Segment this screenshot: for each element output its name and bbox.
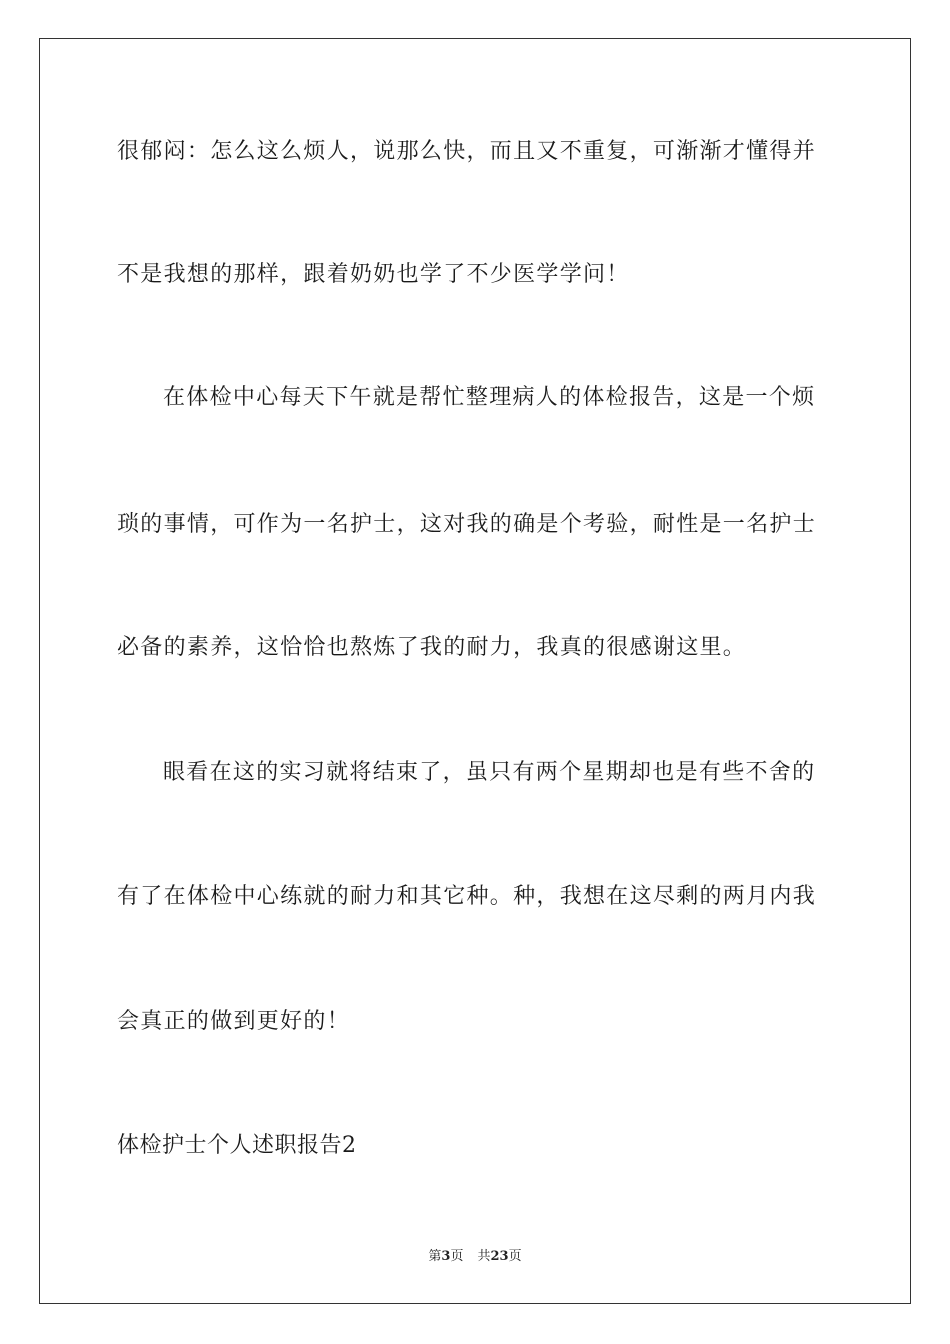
page-suffix: 页	[450, 1249, 464, 1264]
total-prefix: 共	[477, 1249, 491, 1264]
body-line-7: 有了在体检中心练就的耐力和其它种。种，我想在这尽剩的两月内我	[117, 884, 817, 909]
page-number: 3	[441, 1249, 451, 1264]
total-suffix: 页	[508, 1249, 522, 1264]
section-heading: 体检护士个人述职报告2	[117, 1133, 357, 1158]
page-border	[39, 38, 911, 1304]
page-prefix: 第	[428, 1249, 442, 1264]
body-line-5: 必备的素养，这恰恰也熬炼了我的耐力，我真的很感谢这里。	[117, 635, 747, 660]
total-pages: 23	[490, 1249, 509, 1264]
body-line-6: 眼看在这的实习就将结束了，虽只有两个星期却也是有些不舍的	[163, 760, 816, 785]
body-line-4: 琐的事情，可作为一名护士，这对我的确是个考验，耐性是一名护士	[117, 512, 817, 537]
body-line-1: 很郁闷：怎么这么烦人，说那么快，而且又不重复，可渐渐才懂得并	[117, 139, 817, 164]
page-footer	[0, 1248, 950, 1266]
body-line-2: 不是我想的那样，跟着奶奶也学了不少医学学问！	[117, 262, 630, 287]
body-line-8: 会真正的做到更好的！	[117, 1009, 351, 1034]
body-line-3: 在体检中心每天下午就是帮忙整理病人的体检报告，这是一个烦	[163, 385, 816, 410]
